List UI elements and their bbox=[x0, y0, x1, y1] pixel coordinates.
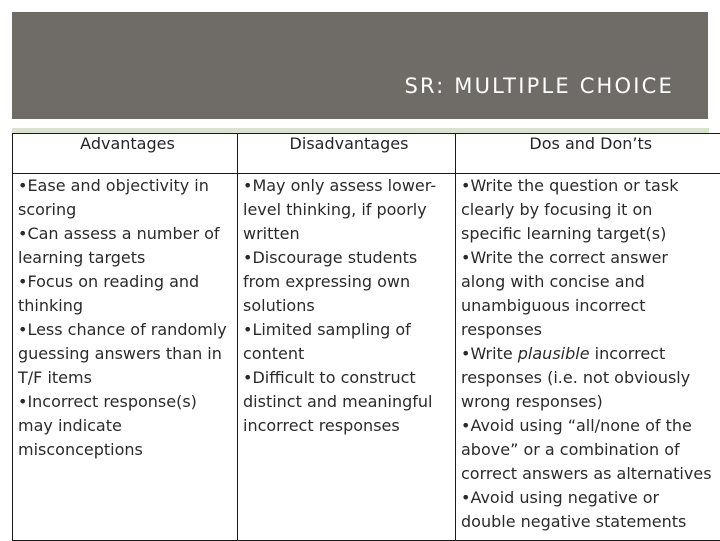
emphasis-plausible: plausible bbox=[518, 344, 590, 363]
list-item: T/F items bbox=[18, 366, 237, 390]
list-item: •Difficult to construct bbox=[243, 366, 455, 390]
list-item: •Incorrect response(s) bbox=[18, 390, 237, 414]
list-item-text: incorrect bbox=[590, 344, 666, 363]
list-item: •Limited sampling of bbox=[243, 318, 455, 342]
list-item: from expressing own bbox=[243, 270, 455, 294]
list-item: guessing answers than in bbox=[18, 342, 237, 366]
list-item bbox=[461, 342, 720, 366]
list-item: •Write the question or task bbox=[461, 174, 720, 198]
table-body-row bbox=[13, 174, 720, 541]
list-item: incorrect responses bbox=[243, 414, 455, 438]
list-item: double negative statements bbox=[461, 510, 720, 534]
slide-title: SR: MULTIPLE CHOICE bbox=[404, 74, 674, 98]
list-item: above” or a combination of bbox=[461, 438, 720, 462]
list-item: specific learning target(s) bbox=[461, 222, 720, 246]
header-dos-and-donts: Dos and Don’ts bbox=[456, 134, 720, 174]
list-item: •May only assess lower- bbox=[243, 174, 455, 198]
list-item-text: •Write bbox=[461, 344, 518, 363]
list-item: •Avoid using “all/none of the bbox=[461, 414, 720, 438]
disadvantages-cell bbox=[238, 174, 456, 541]
list-item: •Ease and objectivity in bbox=[18, 174, 237, 198]
list-item: responses (i.e. not obviously bbox=[461, 366, 720, 390]
dos-and-donts-cell bbox=[456, 174, 720, 541]
list-item: along with concise and bbox=[461, 270, 720, 294]
list-item: responses bbox=[461, 318, 720, 342]
list-item: clearly by focusing it on bbox=[461, 198, 720, 222]
list-item: •Write the correct answer bbox=[461, 246, 720, 270]
comparison-table bbox=[12, 133, 720, 541]
list-item: •Discourage students bbox=[243, 246, 455, 270]
title-banner bbox=[12, 12, 708, 119]
list-item: •Less chance of randomly bbox=[18, 318, 237, 342]
advantages-cell bbox=[13, 174, 238, 541]
list-item: scoring bbox=[18, 198, 237, 222]
list-item: distinct and meaningful bbox=[243, 390, 455, 414]
list-item: learning targets bbox=[18, 246, 237, 270]
list-item: •Can assess a number of bbox=[18, 222, 237, 246]
list-item: thinking bbox=[18, 294, 237, 318]
list-item: misconceptions bbox=[18, 438, 237, 462]
list-item: solutions bbox=[243, 294, 455, 318]
list-item: correct answers as alternatives bbox=[461, 462, 720, 486]
list-item: content bbox=[243, 342, 455, 366]
list-item: wrong responses) bbox=[461, 390, 720, 414]
list-item: written bbox=[243, 222, 455, 246]
list-item: •Avoid using negative or bbox=[461, 486, 720, 510]
list-item: •Focus on reading and bbox=[18, 270, 237, 294]
list-item: may indicate bbox=[18, 414, 237, 438]
table-header-row bbox=[13, 134, 720, 174]
header-disadvantages: Disadvantages bbox=[238, 134, 456, 174]
list-item: level thinking, if poorly bbox=[243, 198, 455, 222]
header-advantages: Advantages bbox=[13, 134, 238, 174]
list-item: unambiguous incorrect bbox=[461, 294, 720, 318]
